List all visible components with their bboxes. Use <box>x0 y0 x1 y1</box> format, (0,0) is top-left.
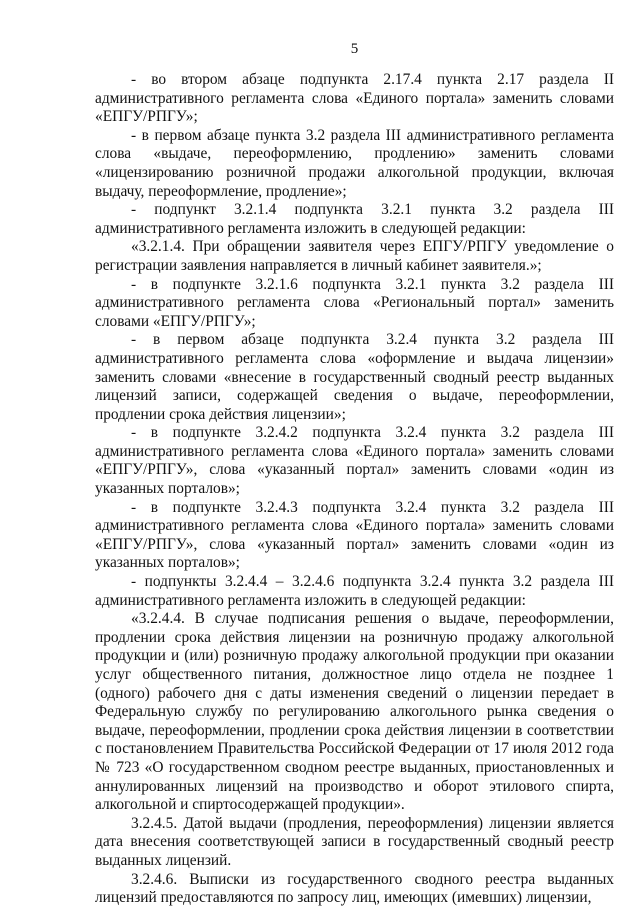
paragraph-10: «3.2.4.4. В случае подписания решения о выдаче, переоформлении, продлении срока действия лицензии на розничную продажу алкогольной продукции и (или) розничную продажу алкогольной продукции при оказании услуг общественного питания, должностное лицо отдела не позднее 1 (одного) рабочего дня с даты изменения сведений о лицензии передает в Федеральную службу по регулированию алкогольного рынка сведения о выдаче, переоформлении, продлении срока действия лицензии в соответствии с постановлением Правительства Российской Федерации от 17 июля 2012 года № 723 «О государственном сводном реестре выданных, приостановленных и аннулированных лицензий на производство и оборот этилового спирта, алкогольной и спиртосодержащей продукции». <box>95 610 614 814</box>
paragraph-9: - подпункты 3.2.4.4 – 3.2.4.6 подпункта 3.2.4 пункта 3.2 раздела III административного регламента изложить в следующей редакции: <box>95 573 614 609</box>
paragraph-1: - во втором абзаце подпункта 2.17.4 пункта 2.17 раздела II административного регламента слова «Единого портала» заменить словами «ЕПГУ/РПГУ»; <box>95 71 614 126</box>
paragraph-7: - в подпункте 3.2.4.2 подпункта 3.2.4 пункта 3.2 раздела III административного регламента слова «Единого портала» заменить словами «ЕПГУ/РПГУ», слова «указанный портал» заменить словами «один из указанных порталов»; <box>95 424 614 498</box>
paragraph-11: 3.2.4.5. Датой выдачи (продления, переоформления) лицензии является дата внесения соответствующей записи в государственный сводный реестр выданных лицензий. <box>95 814 614 869</box>
paragraph-4: «3.2.1.4. При обращении заявителя через ЕПГУ/РПГУ уведомление о регистрации заявления направляется в личный кабинет заявителя.»; <box>95 238 614 274</box>
page-number: 5 <box>350 41 359 57</box>
paragraph-3: - подпункт 3.2.1.4 подпункта 3.2.1 пункта 3.2 раздела III административного регламента изложить в следующей редакции: <box>95 201 614 237</box>
paragraph-12: 3.2.4.6. Выписки из государственного сводного реестра выданных лицензий предоставляются по запросу лиц, имеющих (имевших) лицензии, <box>95 870 614 907</box>
paragraph-8: - в подпункте 3.2.4.3 подпункта 3.2.4 пункта 3.2 раздела III административного регламента слова «Единого портала» заменить словами «ЕПГУ/РПГУ», слова «указанный портал» заменить словами «один из указанных порталов»; <box>95 498 614 572</box>
paragraph-6: - в первом абзаце подпункта 3.2.4 пункта 3.2 раздела III административного регламента слова «оформление и выдача лицензии» заменить словами «внесение в государственный сводный реестр выданных лицензий записи, содержащей сведения о выдаче, переоформлении, продлении срока действия лицензии»; <box>95 331 614 423</box>
paragraph-5: - в подпункте 3.2.1.6 подпункта 3.2.1 пункта 3.2 раздела III административного регламента слова «Региональный портал» заменить словами «ЕПГУ/РПГУ»; <box>95 275 614 330</box>
paragraph-2: - в первом абзаце пункта 3.2 раздела III административного регламента слова «выдаче, переоформлению, продлению» заменить словами «лицензированию розничной продажи алкогольной продукции, включая выдачу, переоформление, продление»; <box>95 126 614 200</box>
